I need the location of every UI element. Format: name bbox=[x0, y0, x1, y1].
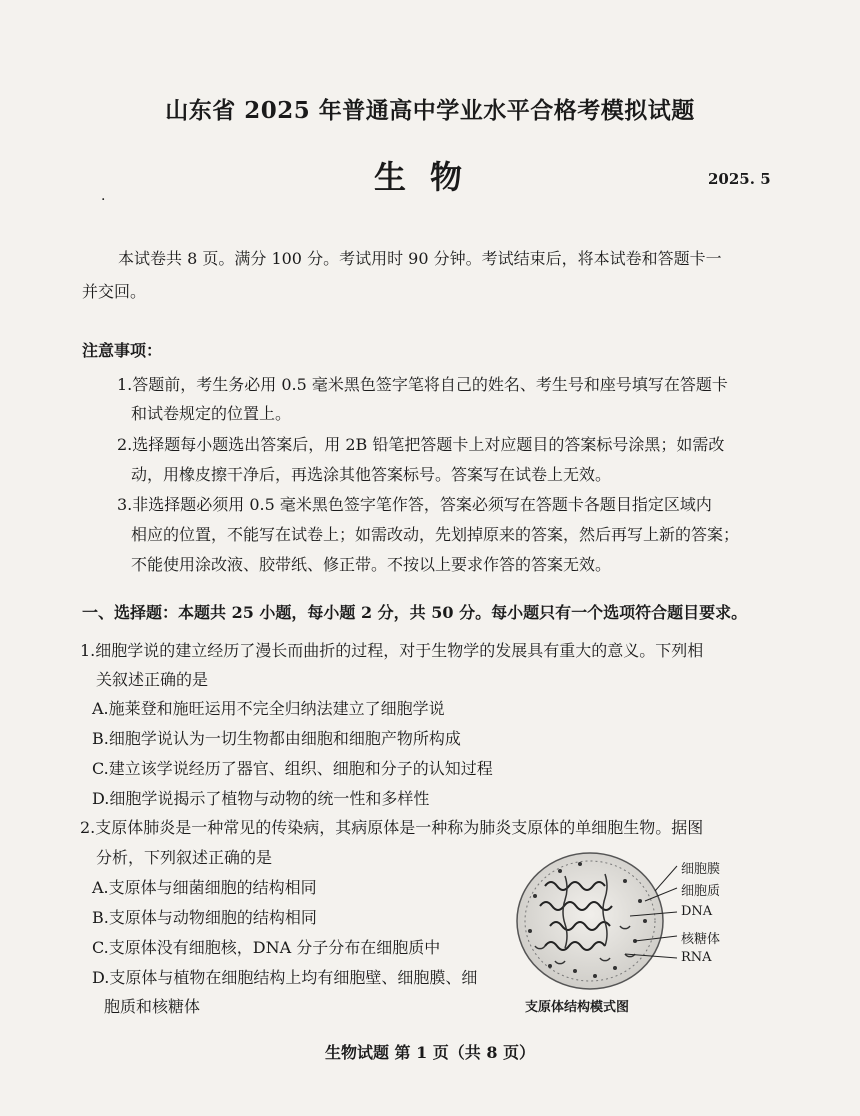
label-ribosome: 核糖体 bbox=[681, 932, 721, 947]
exam-date: 2025. 5 bbox=[708, 170, 771, 188]
section-1-heading: 一、选择题：本题共 25 小题，每小题 2 分，共 50 分。每小题只有一个选项符合题目要求。 bbox=[82, 603, 748, 622]
q1-option-a: A.施莱登和施旺运用不完全归纳法建立了细胞学说 bbox=[92, 699, 445, 718]
q2-option-c: C.支原体没有细胞核，DNA 分子分布在细胞质中 bbox=[92, 938, 441, 957]
page-footer: 生物试题 第 1 页（共 8 页） bbox=[324, 1043, 536, 1062]
q1-option-d: D.细胞学说揭示了植物与动物的统一性和多样性 bbox=[92, 789, 430, 808]
notice-item-2-line-2: 动，用橡皮擦干净后，再选涂其他答案标号。答案写在试卷上无效。 bbox=[131, 465, 612, 484]
label-cell-membrane: 细胞膜 bbox=[681, 862, 721, 877]
intro-line-1: 本试卷共 8 页。满分 100 分。考试用时 90 分钟。考试结束后，将本试卷和答题卡一 bbox=[118, 249, 722, 268]
label-rna: RNA bbox=[681, 950, 712, 965]
notice-item-3-line-2: 相应的位置，不能写在试卷上；如需改动，先划掉原来的答案，然后再写上新的答案； bbox=[131, 525, 740, 544]
notice-item-3-line-3: 不能使用涂改液、胶带纸、修正带。不按以上要求作答的答案无效。 bbox=[131, 555, 612, 574]
notice-item-1-line-2: 和试卷规定的位置上。 bbox=[131, 404, 292, 423]
cell-membrane-shape bbox=[517, 853, 663, 989]
q1-option-c: C.建立该学说经历了器官、组织、细胞和分子的认知过程 bbox=[92, 759, 493, 778]
notice-item-1-line-1: 1.答题前，考生务必用 0.5 毫米黑色签字笔将自己的姓名、考生号和座号填写在答题卡 bbox=[117, 375, 728, 394]
subject-title: 生物 bbox=[373, 158, 486, 196]
stray-dot: · bbox=[101, 192, 106, 208]
q2-stem-line-2: 分析，下列叙述正确的是 bbox=[96, 848, 273, 867]
label-cytoplasm: 细胞质 bbox=[681, 884, 721, 899]
q2-option-d-line-2: 胞质和核糖体 bbox=[104, 997, 201, 1016]
notice-item-2-line-1: 2.选择题每小题选出答案后，用 2B 铅笔把答题卡上对应题目的答案标号涂黑；如需改 bbox=[117, 435, 725, 454]
q1-stem-line-2: 关叙述正确的是 bbox=[96, 670, 209, 689]
figure-caption: 支原体结构模式图 bbox=[525, 1000, 630, 1015]
exam-title: 山东省 2025 年普通高中学业水平合格考模拟试题 bbox=[165, 97, 695, 124]
label-dna: DNA bbox=[681, 904, 713, 919]
q1-stem-line-1: 1.细胞学说的建立经历了漫长而曲折的过程，对于生物学的发展具有重大的意义。下列相 bbox=[80, 641, 704, 660]
notice-heading: 注意事项： bbox=[82, 341, 163, 360]
q2-stem-line-1: 2.支原体肺炎是一种常见的传染病，其病原体是一种称为肺炎支原体的单细胞生物。据图 bbox=[80, 818, 704, 837]
q2-option-b: B.支原体与动物细胞的结构相同 bbox=[92, 908, 317, 927]
intro-line-2: 并交回。 bbox=[82, 282, 147, 301]
q2-option-a: A.支原体与细菌细胞的结构相同 bbox=[92, 878, 317, 897]
mycoplasma-figure bbox=[505, 846, 735, 1021]
notice-item-3-line-1: 3.非选择题必须用 0.5 毫米黑色签字笔作答，答案必须写在答题卡各题目指定区域内 bbox=[117, 495, 712, 514]
q1-option-b: B.细胞学说认为一切生物都由细胞和细胞产物所构成 bbox=[92, 729, 461, 748]
q2-option-d-line-1: D.支原体与植物在细胞结构上均有细胞壁、细胞膜、细 bbox=[92, 968, 478, 987]
